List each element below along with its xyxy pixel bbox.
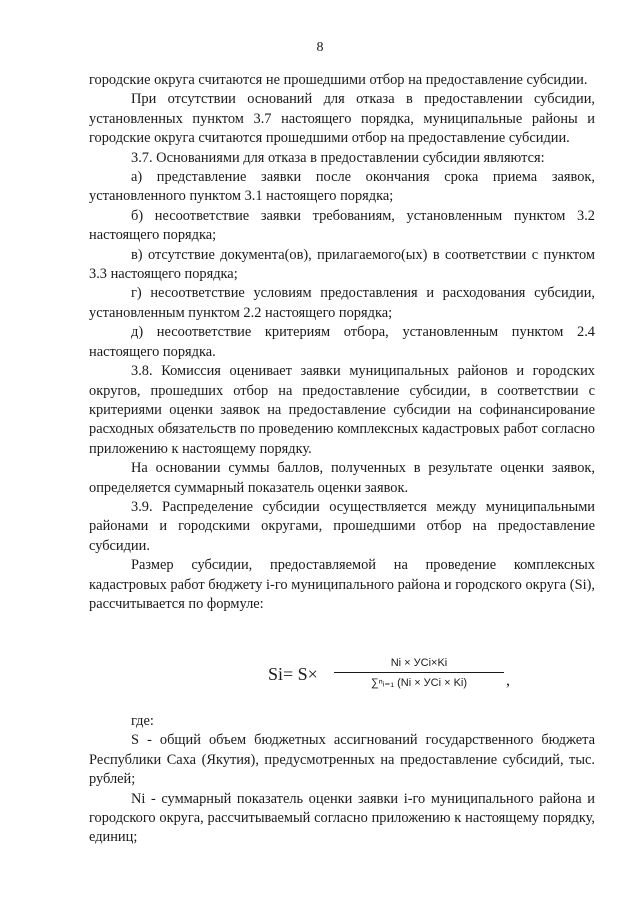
formula-lhs: Si= S× [268, 664, 318, 684]
paragraph: где: [131, 713, 154, 729]
paragraph: 3.8. Комиссия оценивает заявки муниципальных районов и городских округов, прошедших отбор на предоставление субсидии, в соответствии с критериями оценки заявок на предоставление субсидии на софинансирование расходных обязательств по проведению комплексных кадастровых работ согласно приложению к настоящему порядку. [89, 363, 595, 457]
paragraph: д) несоответствие критериям отбора, установленным пунктом 2.4 настоящего порядка. [89, 324, 595, 360]
body-text [89, 71, 595, 614]
paragraph: г) несоответствие условиям предоставления и расходования субсидии, установленным пунктом 2.2 настоящего порядка; [89, 285, 595, 321]
paragraph: в) отсутствие документа(ов), прилагаемого(ых) в соответствии с пунктом 3.3 настоящего порядка; [89, 246, 595, 283]
formula-explanation [89, 712, 595, 848]
formula-comma: , [506, 672, 510, 689]
paragraph: 3.9. Распределение субсидии осуществляется между муниципальными районами и городскими округами, прошедшими отбор на предоставление субсидии. [89, 498, 595, 554]
paragraph: 3.7. Основаниями для отказа в предоставлении субсидии являются: [131, 149, 545, 166]
paragraph: На основании суммы баллов, полученных в результате оценки заявок, определяется суммарный показатель оценки заявок. [89, 460, 595, 496]
paragraph: городские округа считаются не прошедшими отбор на предоставление субсидии. [89, 72, 588, 88]
paragraph: б) несоответствие заявки требованиям, установленным пунктом 3.2 настоящего порядка; [89, 207, 595, 244]
formula-denominator: ∑ⁿᵢ₌₁ (Ni × УCi × Ki) [370, 677, 468, 689]
subsidy-formula [268, 655, 508, 701]
paragraph: а) представление заявки после окончания срока приема заявок, установленного пунктом 3.1 настоящего порядка; [89, 169, 595, 205]
fraction-bar [334, 672, 504, 673]
formula-fraction [334, 655, 504, 691]
paragraph: Ni - суммарный показатель оценки заявки i-го муниципального района и городского округа, рассчитываемый согласно приложению к настоящему порядку, единиц; [89, 790, 595, 846]
paragraph: При отсутствии оснований для отказа в предоставлении субсидии, установленных пунктом 3.7 настоящего порядка, муниципальные районы и городские округа считаются прошедшими отбор на предоставление субсидии. [89, 91, 595, 147]
page-number: 8 [316, 40, 324, 55]
paragraph: S - общий объем бюджетных ассигнований государственного бюджета Республики Саха (Якутия), предусмотренных на предоставление субсидий, тыс. рублей; [89, 732, 595, 788]
formula-numerator: Ni × УCi×Ki [390, 657, 448, 669]
paragraph: Размер субсидии, предоставляемой на проведение комплексных кадастровых работ бюджету i-го муниципального района и городского округа (Si), рассчитывается по формуле: [89, 557, 595, 612]
